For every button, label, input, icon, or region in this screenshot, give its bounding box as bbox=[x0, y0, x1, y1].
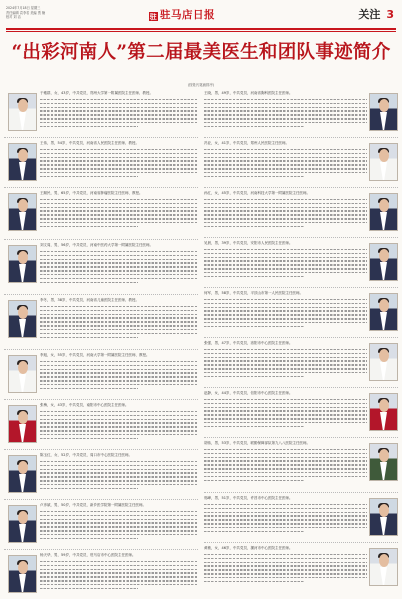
body-text-line bbox=[40, 422, 198, 423]
portrait-photo bbox=[8, 245, 37, 283]
body-text-line bbox=[40, 210, 198, 211]
masthead-rule bbox=[6, 28, 396, 30]
body-text-line bbox=[40, 226, 138, 227]
body-text-line bbox=[204, 523, 367, 524]
profile-lead: 吴晨，男，39岁，中共党员，安阳市人民医院主任医师。 bbox=[204, 241, 293, 245]
portrait-face bbox=[379, 449, 389, 462]
portrait-face bbox=[379, 504, 389, 517]
body-text-line bbox=[204, 554, 367, 555]
body-text-line bbox=[204, 418, 367, 419]
body-text-line bbox=[204, 103, 367, 104]
body-text-line bbox=[204, 368, 367, 369]
body-text-line bbox=[204, 410, 367, 411]
body-text-line bbox=[40, 168, 198, 169]
body-text-line bbox=[204, 426, 305, 427]
profile-text bbox=[204, 241, 367, 280]
body-text-line bbox=[204, 403, 367, 404]
page-number: 3 bbox=[386, 8, 394, 21]
portrait-face bbox=[18, 306, 28, 319]
portrait-face bbox=[379, 199, 389, 212]
body-text-line bbox=[40, 317, 198, 318]
body-text-line bbox=[204, 531, 305, 532]
profile-lead: 王顺民，男，65岁，中共党员，河南省肿瘤医院主任医师、教授。 bbox=[40, 191, 143, 195]
body-text-line bbox=[40, 282, 138, 283]
issue-date: 2024年7月18日 星期三 bbox=[6, 6, 41, 10]
profile-entry bbox=[4, 239, 198, 294]
profile-text bbox=[40, 403, 198, 442]
body-text-line bbox=[40, 430, 198, 431]
logo-mark-icon: 驻 bbox=[149, 12, 158, 21]
portrait-collar bbox=[19, 524, 26, 542]
portrait-photo bbox=[369, 243, 398, 281]
profile-lead: 冯亚，女，41岁，中共党员，郑州人民医院主任医师。 bbox=[204, 141, 289, 145]
profile-lead: 胡伟，男，53岁，中共党员，联勤保障部队第九八八医院主任医师。 bbox=[204, 441, 310, 445]
body-text-line bbox=[40, 565, 198, 566]
body-text-line bbox=[204, 476, 367, 477]
portrait-collar bbox=[19, 212, 26, 230]
body-text-line bbox=[40, 480, 198, 481]
profile-entry bbox=[204, 492, 398, 542]
portrait-photo bbox=[8, 93, 37, 131]
portrait-photo bbox=[369, 143, 398, 181]
body-text-line bbox=[40, 262, 198, 263]
body-text-line bbox=[40, 259, 198, 260]
body-text-line bbox=[204, 118, 367, 119]
body-text-line bbox=[40, 103, 198, 104]
body-text-line bbox=[40, 203, 198, 204]
body-text-line bbox=[204, 422, 367, 423]
body-text-line bbox=[40, 251, 198, 252]
body-text-line bbox=[204, 172, 367, 173]
profile-text bbox=[40, 453, 198, 492]
body-text-line bbox=[204, 218, 367, 219]
body-text-line bbox=[204, 157, 367, 158]
body-text-line bbox=[40, 176, 138, 177]
portrait-photo bbox=[369, 93, 398, 131]
body-text-line bbox=[40, 415, 198, 416]
portrait-collar bbox=[19, 574, 26, 592]
body-text-line bbox=[204, 226, 305, 227]
body-text-line bbox=[40, 411, 198, 412]
body-text-line bbox=[204, 457, 367, 458]
body-text-line bbox=[204, 164, 367, 165]
body-text-line bbox=[204, 110, 367, 111]
body-text-line bbox=[40, 337, 138, 338]
body-text-line bbox=[204, 468, 367, 469]
portrait-collar bbox=[19, 474, 26, 492]
section-label: 关注 bbox=[358, 8, 381, 21]
profile-entry bbox=[4, 499, 198, 549]
body-text-line bbox=[204, 253, 367, 254]
body-text-line bbox=[40, 369, 198, 370]
body-text-line bbox=[204, 407, 367, 408]
portrait-collar bbox=[19, 162, 26, 180]
portrait-face bbox=[18, 361, 28, 374]
body-text-line bbox=[40, 511, 198, 512]
profile-entry bbox=[204, 387, 398, 437]
profile-text bbox=[204, 341, 367, 380]
body-text-line bbox=[40, 164, 198, 165]
body-text-line bbox=[40, 321, 198, 322]
body-text-line bbox=[40, 488, 138, 489]
body-text-line bbox=[40, 365, 198, 366]
issue-proofreader: 校对 刘 洁 bbox=[6, 15, 21, 20]
portrait-face bbox=[18, 99, 28, 112]
portrait-face bbox=[18, 561, 28, 574]
portrait-photo bbox=[8, 555, 37, 593]
profile-lead: 黄敏，女，46岁，中共党员，漯河市中心医院主任医师。 bbox=[204, 546, 293, 550]
body-text-line bbox=[40, 461, 198, 462]
profile-text bbox=[40, 141, 198, 180]
body-text-line bbox=[204, 210, 367, 211]
profile-entry bbox=[4, 449, 198, 499]
profile-text bbox=[204, 441, 367, 484]
portrait-photo bbox=[369, 343, 398, 381]
body-text-line bbox=[40, 274, 198, 275]
body-text-line bbox=[204, 222, 367, 223]
body-text-line bbox=[204, 414, 367, 415]
body-text-line bbox=[204, 376, 305, 377]
body-text-line bbox=[204, 573, 367, 574]
body-text-line bbox=[204, 126, 305, 127]
body-text-line bbox=[40, 434, 198, 435]
body-text-line bbox=[40, 469, 198, 470]
profile-lead: 赵静，女，44岁，中共党员，信阳市中心医院主任医师。 bbox=[204, 391, 293, 395]
body-text-line bbox=[40, 118, 198, 119]
portrait-photo bbox=[8, 300, 37, 338]
portrait-collar bbox=[19, 112, 26, 130]
profile-entry bbox=[4, 187, 198, 239]
body-text-line bbox=[40, 534, 198, 535]
portrait-photo bbox=[369, 193, 398, 231]
portrait-photo bbox=[8, 405, 37, 443]
profile-lead: 王晓，男，49岁，中共党员，河南省胸科医院主任医师。 bbox=[204, 91, 293, 95]
body-text-line bbox=[40, 126, 138, 127]
body-text-line bbox=[204, 260, 367, 261]
body-text-line bbox=[40, 515, 198, 516]
profile-entry bbox=[204, 437, 398, 492]
body-text-line bbox=[204, 508, 367, 509]
body-text-line bbox=[204, 364, 367, 365]
body-text-line bbox=[40, 160, 198, 161]
profile-entry bbox=[4, 137, 198, 187]
body-text-line bbox=[204, 272, 367, 273]
portrait-collar bbox=[19, 264, 26, 282]
body-text-line bbox=[40, 472, 198, 473]
portrait-photo bbox=[369, 548, 398, 586]
body-text-line bbox=[40, 122, 198, 123]
portrait-photo bbox=[369, 498, 398, 536]
body-text-line bbox=[204, 149, 367, 150]
portrait-photo bbox=[369, 293, 398, 331]
portrait-face bbox=[379, 299, 389, 312]
left-column bbox=[4, 88, 198, 599]
profile-entry bbox=[204, 542, 398, 592]
body-text-line bbox=[40, 361, 198, 362]
profile-text bbox=[40, 243, 198, 286]
body-text-line bbox=[40, 588, 138, 589]
body-text-line bbox=[204, 399, 367, 400]
profile-entry bbox=[204, 237, 398, 287]
body-text-line bbox=[40, 538, 138, 539]
body-text-line bbox=[204, 249, 367, 250]
profile-text bbox=[204, 91, 367, 130]
profile-text bbox=[40, 191, 198, 230]
body-text-line bbox=[40, 270, 198, 271]
body-text-line bbox=[204, 264, 367, 265]
body-text-line bbox=[204, 349, 367, 350]
body-text-line bbox=[204, 307, 367, 308]
body-text-line bbox=[204, 99, 367, 100]
body-text-line bbox=[40, 278, 198, 279]
body-text-line bbox=[204, 322, 367, 323]
body-text-line bbox=[204, 453, 367, 454]
body-text-line bbox=[204, 360, 367, 361]
body-text-line bbox=[40, 110, 198, 111]
body-text-line bbox=[40, 465, 198, 466]
body-text-line bbox=[40, 572, 198, 573]
body-text-line bbox=[204, 353, 367, 354]
profile-lead: 李旭，女，55岁，中共党员，河南大学第一附属医院主任医师、教授。 bbox=[40, 353, 150, 357]
body-text-line bbox=[40, 314, 198, 315]
body-text-line bbox=[204, 114, 367, 115]
body-text-line bbox=[204, 372, 367, 373]
body-text-line bbox=[40, 107, 198, 108]
body-text-line bbox=[204, 357, 367, 358]
profile-entry bbox=[204, 287, 398, 337]
body-text-line bbox=[40, 426, 198, 427]
profile-text bbox=[40, 91, 198, 130]
profile-text bbox=[40, 353, 198, 392]
profile-entry bbox=[4, 349, 198, 399]
body-text-line bbox=[40, 576, 198, 577]
portrait-face bbox=[379, 399, 389, 412]
right-column bbox=[204, 88, 398, 592]
body-text-line bbox=[40, 149, 198, 150]
body-text-line bbox=[204, 199, 367, 200]
page-subhead: (按姓氏笔画排序) bbox=[187, 83, 215, 87]
profile-lead: 卢彦斌，男，50岁，中共党员，新乡医学院第一附属医院主任医师。 bbox=[40, 503, 146, 507]
profile-lead: 王伟，男，54岁，中共党员，河南省人民医院主任医师、教授。 bbox=[40, 141, 139, 145]
body-text-line bbox=[204, 326, 305, 327]
portrait-face bbox=[379, 249, 389, 262]
portrait-face bbox=[379, 149, 389, 162]
portrait-face bbox=[18, 511, 28, 524]
profile-lead: 郭峰，男，51岁，中共党员，许昌市中心医院主任医师。 bbox=[204, 496, 293, 500]
body-text-line bbox=[204, 527, 367, 528]
profile-entry bbox=[204, 137, 398, 187]
body-text-line bbox=[40, 207, 198, 208]
body-text-line bbox=[204, 160, 367, 161]
body-text-line bbox=[40, 438, 138, 439]
body-text-line bbox=[204, 460, 367, 461]
portrait-collar bbox=[19, 374, 26, 392]
body-text-line bbox=[40, 157, 198, 158]
portrait-face bbox=[18, 411, 28, 424]
body-text-line bbox=[40, 530, 198, 531]
body-text-line bbox=[40, 580, 198, 581]
body-text-line bbox=[40, 419, 198, 420]
portrait-face bbox=[379, 99, 389, 112]
profile-text bbox=[204, 291, 367, 330]
body-text-line bbox=[40, 476, 198, 477]
logo-text: 驻马店日报 bbox=[160, 9, 215, 21]
body-text-line bbox=[40, 561, 198, 562]
section-title bbox=[358, 6, 394, 22]
body-text-line bbox=[204, 176, 305, 177]
portrait-photo bbox=[369, 393, 398, 431]
portrait-collar bbox=[380, 517, 387, 535]
issue-meta bbox=[6, 6, 66, 20]
body-text-line bbox=[204, 515, 367, 516]
body-text-line bbox=[40, 388, 138, 389]
profile-lead: 杨天华，男，59岁，中共党员，驻马店市中心医院主任医师。 bbox=[40, 553, 136, 557]
body-text-line bbox=[40, 329, 198, 330]
profile-entry bbox=[204, 88, 398, 137]
body-text-line bbox=[40, 522, 198, 523]
profile-lead: 孙红，女，45岁，中共党员，河南科技大学第一附属医院主任医师。 bbox=[204, 191, 310, 195]
profile-lead: 张梅，女，43岁，中共党员，南阳市中心医院主任医师。 bbox=[40, 403, 129, 407]
portrait-face bbox=[18, 199, 28, 212]
body-text-line bbox=[40, 99, 198, 100]
portrait-face bbox=[18, 251, 28, 264]
masthead-rule-thin bbox=[6, 31, 396, 32]
portrait-face bbox=[379, 349, 389, 362]
profile-entry bbox=[204, 337, 398, 387]
body-text-line bbox=[40, 266, 198, 267]
profile-entry bbox=[4, 399, 198, 449]
issue-editors: 责任编辑 袁李若 美编 贾 楠 bbox=[6, 10, 46, 15]
body-text-line bbox=[204, 207, 367, 208]
body-text-line bbox=[204, 504, 367, 505]
body-text-line bbox=[40, 172, 198, 173]
profile-lead: 于雅群，女，43岁，中共党员，郑州大学第一附属医院主任医师、教授。 bbox=[40, 91, 153, 95]
portrait-collar bbox=[19, 424, 26, 442]
profile-text bbox=[204, 141, 367, 180]
portrait-collar bbox=[380, 312, 387, 330]
portrait-photo bbox=[8, 505, 37, 543]
profile-lead: 李冬，男，38岁，中共党员，河南省儿童医院主任医师、教授。 bbox=[40, 298, 139, 302]
body-text-line bbox=[40, 384, 198, 385]
body-text-line bbox=[40, 306, 198, 307]
profile-entry bbox=[204, 187, 398, 237]
body-text-line bbox=[204, 299, 367, 300]
body-text-line bbox=[204, 512, 367, 513]
masthead bbox=[6, 6, 396, 28]
body-text-line bbox=[204, 562, 367, 563]
portrait-face bbox=[379, 554, 389, 567]
body-text-line bbox=[40, 222, 198, 223]
body-text-line bbox=[40, 372, 198, 373]
body-text-line bbox=[204, 472, 367, 473]
body-text-line bbox=[204, 449, 367, 450]
body-text-line bbox=[204, 203, 367, 204]
body-text-line bbox=[40, 484, 198, 485]
portrait-collar bbox=[380, 462, 387, 480]
body-text-line bbox=[40, 218, 198, 219]
body-text-line bbox=[204, 214, 367, 215]
body-text-line bbox=[40, 114, 198, 115]
profile-lead: 陈玉红，女，52岁，中共党员，周口市中心医院主任医师。 bbox=[40, 453, 132, 457]
body-text-line bbox=[204, 310, 367, 311]
profile-text bbox=[204, 546, 367, 585]
portrait-photo bbox=[8, 455, 37, 493]
body-text-line bbox=[204, 318, 367, 319]
page-headline: “出彩河南人”第二届最美医生和团队事迹简介 bbox=[11, 42, 391, 63]
profile-text bbox=[40, 553, 198, 592]
profile-entry bbox=[4, 88, 198, 137]
body-text-line bbox=[40, 310, 198, 311]
portrait-collar bbox=[380, 412, 387, 430]
portrait-photo bbox=[369, 443, 398, 481]
body-text-line bbox=[40, 333, 198, 334]
body-text-line bbox=[40, 519, 198, 520]
newspaper-logo bbox=[149, 7, 215, 22]
portrait-face bbox=[18, 149, 28, 162]
profile-lead: 刘文周，男，56岁，中共党员，河南中医药大学第一附属医院主任医师。 bbox=[40, 243, 153, 247]
body-text-line bbox=[204, 276, 305, 277]
body-text-line bbox=[204, 168, 367, 169]
profile-lead: 张强，男，47岁，中共党员，洛阳市中心医院主任医师。 bbox=[204, 341, 293, 345]
body-text-line bbox=[40, 199, 198, 200]
body-text-line bbox=[40, 380, 198, 381]
body-text-line bbox=[204, 577, 367, 578]
body-text-line bbox=[40, 153, 198, 154]
body-text-line bbox=[204, 558, 367, 559]
profile-text bbox=[204, 191, 367, 230]
body-text-line bbox=[204, 464, 367, 465]
body-text-line bbox=[204, 153, 367, 154]
portrait-collar bbox=[19, 319, 26, 337]
body-text-line bbox=[40, 325, 198, 326]
body-text-line bbox=[204, 303, 367, 304]
profile-entry bbox=[4, 549, 198, 599]
body-text-line bbox=[40, 214, 198, 215]
profile-lead: 何军，男，58岁，中共党员，平顶山市第一人民医院主任医师。 bbox=[204, 291, 303, 295]
portrait-collar bbox=[380, 362, 387, 380]
body-text-line bbox=[40, 376, 198, 377]
portrait-collar bbox=[380, 212, 387, 230]
portrait-collar bbox=[380, 162, 387, 180]
body-text-line bbox=[204, 480, 305, 481]
profile-text bbox=[204, 391, 367, 430]
profile-text bbox=[40, 503, 198, 542]
body-text-line bbox=[204, 314, 367, 315]
body-text-line bbox=[204, 107, 367, 108]
portrait-collar bbox=[380, 567, 387, 585]
portrait-collar bbox=[380, 112, 387, 130]
portrait-photo bbox=[8, 193, 37, 231]
body-text-line bbox=[204, 565, 367, 566]
body-text-line bbox=[40, 584, 198, 585]
body-text-line bbox=[40, 255, 198, 256]
body-text-line bbox=[40, 526, 198, 527]
body-text-line bbox=[204, 257, 367, 258]
portrait-face bbox=[18, 461, 28, 474]
profile-text bbox=[204, 496, 367, 535]
body-text-line bbox=[204, 519, 367, 520]
body-text-line bbox=[40, 569, 198, 570]
body-text-line bbox=[204, 122, 367, 123]
portrait-photo bbox=[8, 143, 37, 181]
body-text-line bbox=[204, 569, 367, 570]
profile-text bbox=[40, 298, 198, 341]
body-text-line bbox=[204, 268, 367, 269]
portrait-photo bbox=[8, 355, 37, 393]
profile-entry bbox=[4, 294, 198, 349]
portrait-collar bbox=[380, 262, 387, 280]
